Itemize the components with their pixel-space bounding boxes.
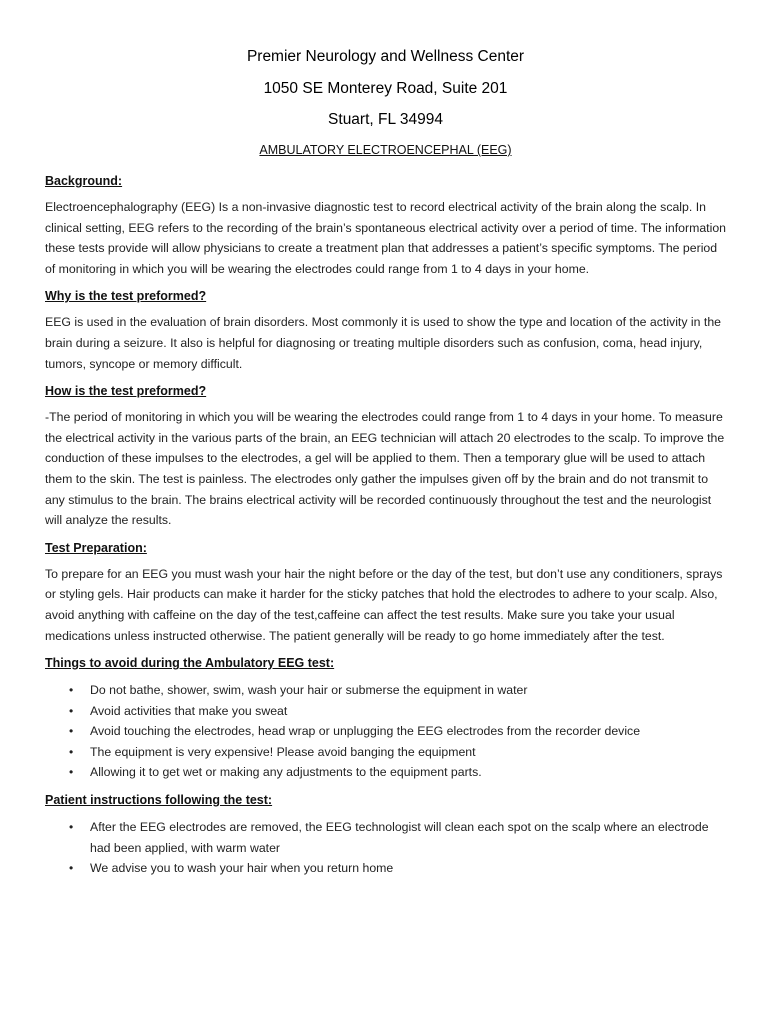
city-line: Stuart, FL 34994 [328,111,443,128]
list-item [45,680,726,701]
avoid-list [45,680,726,783]
list-item-text: After the EEG electrodes are removed, the EEG technologist will clean each spot on the scalp where an electrode had been applied, with warm water [90,820,709,855]
bullet-icon: • [69,744,74,759]
list-item-text: Do not bathe, shower, swim, wash your hair or submerse the equipment in water [90,683,528,698]
document-title: AMBULATORY ELECTROENCEPHAL (EEG) [259,143,512,157]
bullet-icon: • [69,765,74,780]
prep-text: To prepare for an EEG you must wash your hair the night before or the day of the test, but don’t use any conditioners, sprays or styling gels. Hair products can make it harder for the sticky patches that hold the electrodes to adhere to your scalp. Also, avoid anything with caffeine on the day of the test,caffeine can affect the test results. Make sure you take your usual medications unless instructed otherwise. The patient generally will be ready to go home immediately after the test. [45,566,723,643]
how-heading: How is the test preformed? [45,384,207,399]
bullet-icon: • [69,724,74,739]
list-item [45,742,726,763]
avoid-heading: Things to avoid during the Ambulatory EEG test: [45,656,335,671]
address-line: 1050 SE Monterey Road, Suite 201 [263,80,508,97]
background-heading: Background: [45,174,123,188]
prep-heading: Test Preparation: [45,540,147,555]
after-list [45,817,726,879]
list-item [45,762,726,783]
bullet-icon: • [69,703,74,718]
list-item-text: Allowing it to get wet or making any adjustments to the equipment parts. [90,765,482,780]
list-item [45,858,726,879]
bullet-icon: • [69,683,74,698]
how-text: -The period of monitoring in which you will be wearing the electrodes could range from 1 to 4 days in your home. To measure the electrical activity in the various parts of the brain, an EEG technician will attach 20 electrodes to the scalp. To improve the conduction of these impulses to the electrodes, a gel will be applied to them. Then a temporary glue will be used to attach them to the skin. The test is painless. The electrodes only gather the impulses given off by the brain and do not transmit to any stimulus to the brain. The brains electrical activity will be recorded continuously throughout the test and the neurologist will analyze the results. [45,410,725,528]
list-item-text: The equipment is very expensive! Please avoid banging the equipment [90,744,476,759]
after-heading: Patient instructions following the test: [45,793,273,808]
org-name: Premier Neurology and Wellness Center [246,48,525,65]
why-heading: Why is the test preformed? [45,289,207,304]
why-text: EEG is used in the evaluation of brain disorders. Most commonly it is used to show the type and location of the activity in the brain during a seizure. It also is helpful for diagnosing or treating multiple disorders such as confusion, coma, head injury, tumors, syncope or memory difficult. [45,315,721,371]
bullet-icon: • [69,861,74,876]
list-item-text: Avoid touching the electrodes, head wrap or unplugging the EEG electrodes from the recorder device [90,724,641,739]
background-text: Electroencephalography (EEG) Is a non-invasive diagnostic test to record electrical activity of the brain along the scalp. In clinical setting, EEG refers to the recording of the brain’s spontaneous electrical activity over a period of time. The information these tests provide will allow physicians to create a treatment plan that addresses a patient’s specific symptoms. The period of monitoring in which you will be wearing the electrodes could range from 1 to 4 days in your home. [45,200,727,276]
bullet-icon: • [69,820,74,835]
list-item [45,721,726,742]
list-item-text: We advise you to wash your hair when you return home [90,861,394,876]
list-item [45,701,726,722]
list-item-text: Avoid activities that make you sweat [90,703,288,718]
list-item [45,817,726,858]
